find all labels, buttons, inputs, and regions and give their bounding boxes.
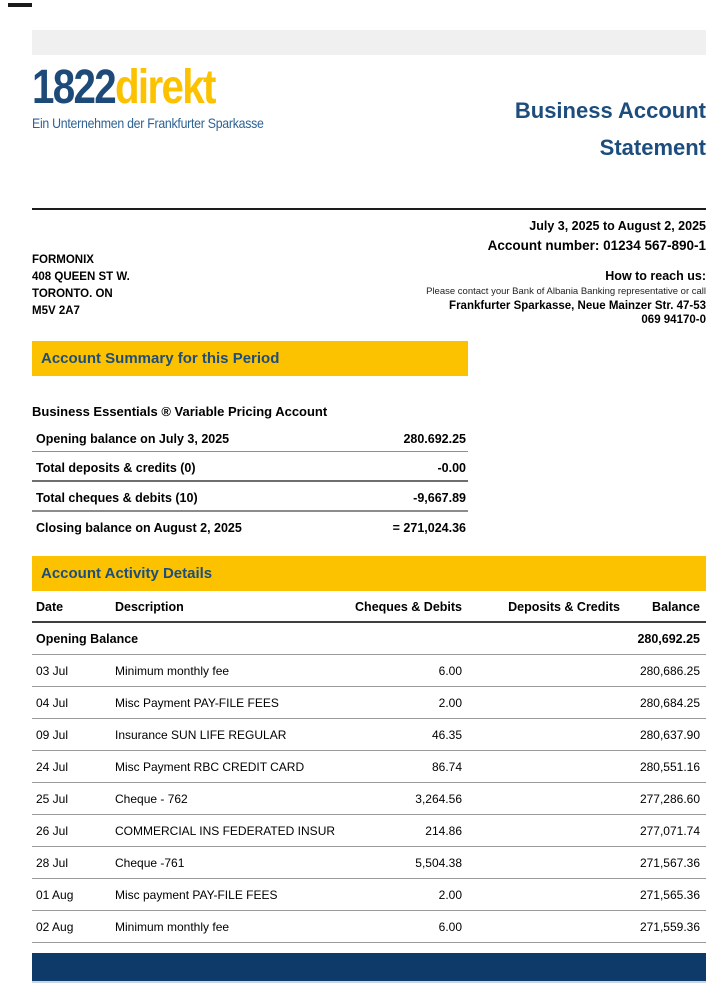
product-name: Business Essentials ® Variable Pricing Account	[32, 404, 328, 419]
summary-row-label: Opening balance on July 3, 2025	[36, 432, 230, 446]
statement-period: July 3, 2025 to August 2, 2025	[529, 219, 706, 233]
transaction-date: 09 Jul	[36, 728, 69, 742]
transaction-date: 26 Jul	[36, 824, 69, 838]
contact-branch-address: Frankfurter Sparkasse, Neue Mainzer Str. 47-53	[449, 300, 706, 312]
transaction-row	[32, 751, 706, 783]
summary-table	[32, 423, 468, 543]
contact-block	[426, 238, 706, 326]
transaction-date: 01 Aug	[36, 888, 74, 902]
opening-balance-label: Opening Balance	[36, 632, 139, 646]
opening-balance-debit	[342, 632, 462, 646]
transaction-credit	[462, 696, 620, 710]
transaction-credit	[462, 760, 620, 774]
brand-block	[32, 61, 295, 133]
summary-row-value: -9,667.89	[413, 491, 466, 505]
transaction-credit	[462, 728, 620, 742]
page-content	[32, 0, 706, 983]
summary-row	[32, 482, 468, 512]
transaction-balance: 280,637.90	[639, 728, 700, 742]
transaction-description: Minimum monthly fee	[115, 664, 230, 678]
transaction-credit	[462, 824, 620, 838]
transaction-debit: 86.74	[431, 760, 462, 774]
document-title	[515, 66, 706, 166]
column-header-description: Description	[115, 600, 184, 614]
transaction-description: COMMERCIAL INS FEDERATED INSUR	[115, 824, 336, 838]
transaction-date: 03 Jul	[36, 664, 69, 678]
transaction-description: Cheque -761	[115, 856, 185, 870]
summary-row-label: Total cheques & debits (10)	[36, 491, 198, 505]
summary-row-value: -0.00	[437, 461, 466, 475]
summary-row-label: Total deposits & credits (0)	[36, 461, 196, 475]
opening-balance-value: 280,692.25	[637, 632, 700, 646]
opening-balance-row	[32, 623, 706, 655]
recipient-address-line3: M5V 2A7	[32, 305, 80, 317]
logo-text-direkt: direkt	[114, 61, 215, 114]
transaction-balance: 277,286.60	[639, 792, 700, 806]
summary-row	[32, 423, 468, 452]
logo-text-1822: 1822	[32, 61, 115, 114]
document-title-line2: Statement	[599, 135, 706, 160]
opening-balance-credit	[462, 632, 620, 646]
account-number: Account number: 01234 567-890-1	[487, 238, 706, 253]
transaction-row	[32, 847, 706, 879]
bank-logo	[32, 61, 215, 114]
recipient-contact-row	[32, 238, 706, 326]
activity-rows	[32, 655, 706, 943]
transaction-row	[32, 687, 706, 719]
transaction-credit	[462, 664, 620, 678]
recipient-name: FORMONIX	[32, 254, 94, 266]
transaction-credit	[462, 856, 620, 870]
column-header-date: Date	[36, 600, 64, 614]
recipient-address-line2: TORONTO. ON	[32, 288, 113, 300]
contact-heading: How to reach us:	[605, 269, 706, 283]
transaction-debit: 5,504.38	[415, 856, 462, 870]
transaction-credit	[462, 792, 620, 806]
transaction-date: 28 Jul	[36, 856, 69, 870]
transaction-balance: 271,559.36	[639, 920, 700, 934]
document-header	[32, 61, 706, 166]
transaction-date: 02 Aug	[36, 920, 74, 934]
transaction-row	[32, 719, 706, 751]
page-footer-bar	[32, 953, 706, 983]
transaction-row	[32, 911, 706, 943]
document-title-line1: Business Account	[514, 98, 706, 123]
contact-note: Please contact your Bank of Albania Banking representative or call	[426, 286, 706, 297]
transaction-balance: 280,684.25	[639, 696, 700, 710]
transaction-credit	[462, 888, 620, 902]
summary-row-value: = 271,024.36	[392, 521, 466, 535]
transaction-debit: 46.35	[431, 728, 462, 742]
transaction-description: Misc payment PAY-FILE FEES	[115, 888, 278, 902]
brand-tagline: Ein Unternehmen der Frankfurter Sparkasse	[32, 115, 264, 132]
column-header-credits: Deposits & Credits	[508, 600, 620, 614]
transaction-balance: 280,686.25	[639, 664, 700, 678]
transaction-debit: 2.00	[438, 696, 462, 710]
contact-phone: 069 94170-0	[641, 314, 706, 326]
transaction-date: 25 Jul	[36, 792, 69, 806]
transaction-row	[32, 879, 706, 911]
transaction-description: Misc Payment RBC CREDIT CARD	[115, 760, 305, 774]
column-header-debits: Cheques & Debits	[355, 600, 462, 614]
transaction-date: 24 Jul	[36, 760, 69, 774]
transaction-balance: 271,565.36	[639, 888, 700, 902]
transaction-row	[32, 655, 706, 687]
activity-section-header: Account Activity Details	[32, 556, 706, 591]
summary-row-value: 280.692.25	[403, 432, 466, 446]
transaction-debit: 6.00	[438, 920, 462, 934]
activity-table-header	[32, 591, 706, 623]
transaction-balance: 280,551.16	[639, 760, 700, 774]
summary-section-header: Account Summary for this Period	[32, 341, 468, 376]
transaction-description: Cheque - 762	[115, 792, 188, 806]
transaction-debit: 214.86	[425, 824, 462, 838]
transaction-row	[32, 815, 706, 847]
summary-row	[32, 452, 468, 482]
transaction-description: Insurance SUN LIFE REGULAR	[115, 728, 287, 742]
transaction-date: 04 Jul	[36, 696, 69, 710]
transaction-row	[32, 783, 706, 815]
transaction-description: Misc Payment PAY-FILE FEES	[115, 696, 279, 710]
header-divider	[32, 208, 706, 210]
transaction-debit: 3,264.56	[415, 792, 462, 806]
transaction-debit: 6.00	[438, 664, 462, 678]
transaction-balance: 271,567.36	[639, 856, 700, 870]
summary-row	[32, 512, 468, 543]
recipient-address-line1: 408 QUEEN ST W.	[32, 271, 130, 283]
page-corner-mark	[8, 3, 32, 7]
column-header-balance: Balance	[652, 600, 700, 614]
transaction-balance: 277,071.74	[639, 824, 700, 838]
summary-row-label: Closing balance on August 2, 2025	[36, 521, 242, 535]
activity-table	[32, 591, 706, 943]
transaction-credit	[462, 920, 620, 934]
transaction-debit: 2.00	[438, 888, 462, 902]
recipient-address	[32, 238, 130, 326]
transaction-description: Minimum monthly fee	[115, 920, 230, 934]
